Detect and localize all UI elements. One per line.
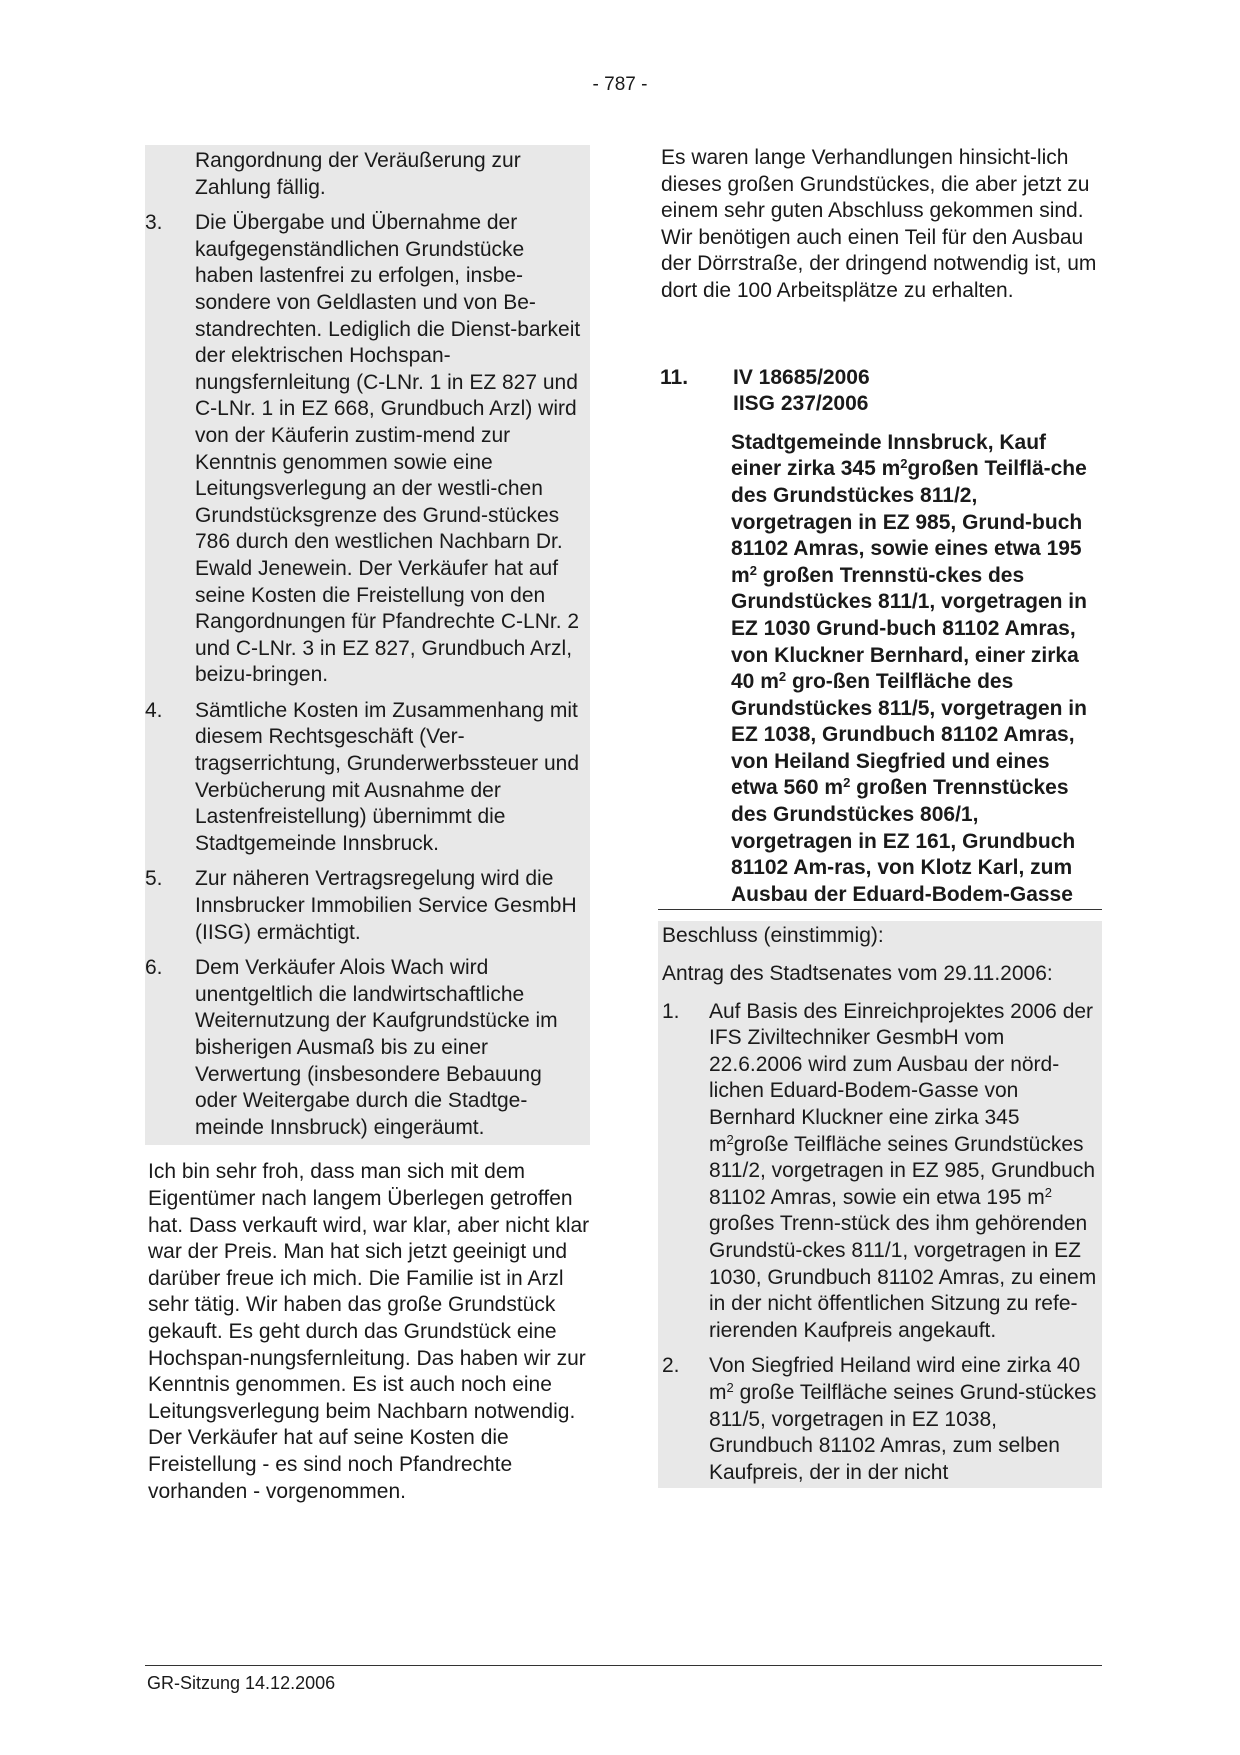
- section-reference: IV 18685/2006: [733, 365, 870, 389]
- footer-divider: [145, 1665, 1102, 1666]
- page-number: - 787 -: [592, 74, 648, 95]
- resolution-box: [658, 921, 1102, 1488]
- list-item: [662, 1353, 1102, 1486]
- speech-paragraph: Es waren lange Verhandlungen hinsicht-lich dieses großen Grundstückes, die aber jetzt zu einem sehr guten Abschluss gekommen sind. Wir benötigen auch einen Teil für den Ausbau der Dörrstraße, der dringend notwendig ist, um dort die 100 Arbeitsplätze zu erhalten.: [661, 146, 1097, 302]
- list-text: Sämtliche Kosten im Zusammenhang mit diesem Rechtsgeschäft (Ver-tragserrichtung, Grunderwerbssteuer und Verbücherung mit Ausnahme der Lastenfreistellung) übernimmt die Stadtgemeinde Innsbruck.: [195, 698, 580, 855]
- speech-paragraph: Ich bin sehr froh, dass man sich mit dem Eigentümer nach langem Überlegen getroffen hat. Dass verkauft wird, war klar, aber nicht klar war der Preis. Man hat sich jetzt geeinigt und darüber freue ich mich. Die Familie ist in Arzl sehr tätig. Wir haben das große Grundstück gekauft. Es geht durch das Grundstück eine Hochspan-nungsfernleitung. Das haben wir zur Kenntnis genommen. Es ist auch noch eine Leitungsverlegung beim Nachbarn notwendig. Der Verkäufer hat auf seine Kosten die Freistellung - es sind noch Pfandrechte vorhanden - vorgenommen.: [148, 1160, 590, 1503]
- resolution-label: Beschluss (einstimmig):: [662, 924, 884, 948]
- section-references: [733, 365, 870, 418]
- list-item: [145, 210, 590, 689]
- section-reference: IISG 237/2006: [733, 392, 869, 416]
- list-number: 6.: [145, 956, 163, 980]
- list-text: Von Siegfried Heiland wird eine zirka 40 $m^2$ große Teilfläche seines Grund-stückes 811/5, vorgetragen in EZ 1038, Grundbuch 81102 Amras, zum selben Kaufpreis, der in der nicht: [709, 1354, 1097, 1484]
- footer-text: GR-Sitzung 14.12.2006: [147, 1673, 336, 1693]
- list-number: 3.: [145, 211, 163, 235]
- left-column: [145, 145, 590, 1505]
- list-text: Die Übergabe und Übernahme der kaufgegenständlichen Grundstücke haben lastenfrei zu erfolgen, insbe-sondere von Geldlasten und von Be-standrechten. Lediglich die Dienst-barkeit der elektrischen Hochspan-nungsfernleitung (C-LNr. 1 in EZ 827 und C-LNr. 1 in EZ 668, Grundbuch Arzl) wird von der Käuferin zustim-mend zur Kenntnis genommen sowie eine Leitungsverlegung an der westli-chen Grundstücksgrenze des Grund-stückes 786 durch den westlichen Nachbarn Dr. Ewald Jenewein. Der Verkäufer hat auf seine Kosten die Freistellung von den Rangordnungen für Pfandrechte C-LNr. 2 und C-LNr. 3 in EZ 827, Grundbuch Arzl, beizu-bringen.: [195, 211, 581, 687]
- list-item: [145, 955, 590, 1141]
- list-text: Dem Verkäufer Alois Wach wird unentgeltlich die landwirtschaftliche Weiternutzung der Kaufgrundstücke im bisherigen Ausmaß bis zu einer Verwertung (insbesondere Bebauung oder Weitergabe durch die Stadtge-meinde Innsbruck) eingeräumt.: [195, 956, 558, 1139]
- list-item: [145, 866, 590, 946]
- section-title: Stadtgemeinde Innsbruck, Kauf einer zirka 345 $m^2großen$ Teilflä-che des Grundstückes 811/2, vorgetragen in EZ 985, Grund-buch 81102 Amras, sowie eines etwa 195 $m^2$ großen Trennstü-ckes des Grundstückes 811/1, vorgetragen in EZ 1030 Grund-buch 81102 Amras, von Kluckner Bernhard, einer zirka 40 $m^2$ gro-ßen Teilfläche des Grundstückes 811/5, vorgetragen in EZ 1038, Grundbuch 81102 Amras, von Heiland Siegfried und eines etwa 560 $m^2$ großen Trennstückes des Grundstückes 806/1, vorgetragen in EZ 161, Grundbuch 81102 Am-ras, von Klotz Karl, zum Ausbau der Eduard-Bodem-Gasse: [731, 430, 1087, 906]
- contract-intro: Rangordnung der Veräußerung zur Zahlung fällig.: [195, 149, 521, 199]
- list-item: [145, 698, 590, 858]
- list-number: 4.: [145, 698, 163, 722]
- section-divider: [658, 909, 1102, 910]
- list-number: 2.: [662, 1354, 680, 1378]
- agenda-section: [658, 365, 1102, 910]
- section-number: 11.: [660, 365, 689, 389]
- contract-terms-box: [145, 145, 590, 1145]
- list-number: 1.: [662, 999, 680, 1023]
- list-number: 5.: [145, 867, 163, 891]
- motion-label: Antrag des Stadtsenates vom 29.11.2006:: [662, 962, 1053, 986]
- right-column: [658, 145, 1102, 1488]
- list-text: Zur näheren Vertragsregelung wird die Innsbrucker Immobilien Service GesmbH (IISG) ermächtigt.: [195, 867, 577, 944]
- list-text: Auf Basis des Einreichprojektes 2006 der IFS Ziviltechniker GesmbH vom 22.6.2006 wird zum Ausbau der nörd-lichen Eduard-Bodem-Gasse von Bernhard Kluckner eine zirka 345 $m^2große$ Teilfläche seines Grundstückes 811/2, vorgetragen in EZ 985, Grundbuch 81102 Amras, sowie ein etwa 195 $m^2$ großes Trenn-stück des ihm gehörenden Grundstü-ckes 811/1, vorgetragen in EZ 1030, Grundbuch 81102 Amras, zu einem in der nicht öffentlichen Sitzung zu refe-rierenden Kaufpreis angekauft.: [709, 999, 1097, 1342]
- list-item: [662, 999, 1102, 1345]
- section-header: [658, 365, 1102, 418]
